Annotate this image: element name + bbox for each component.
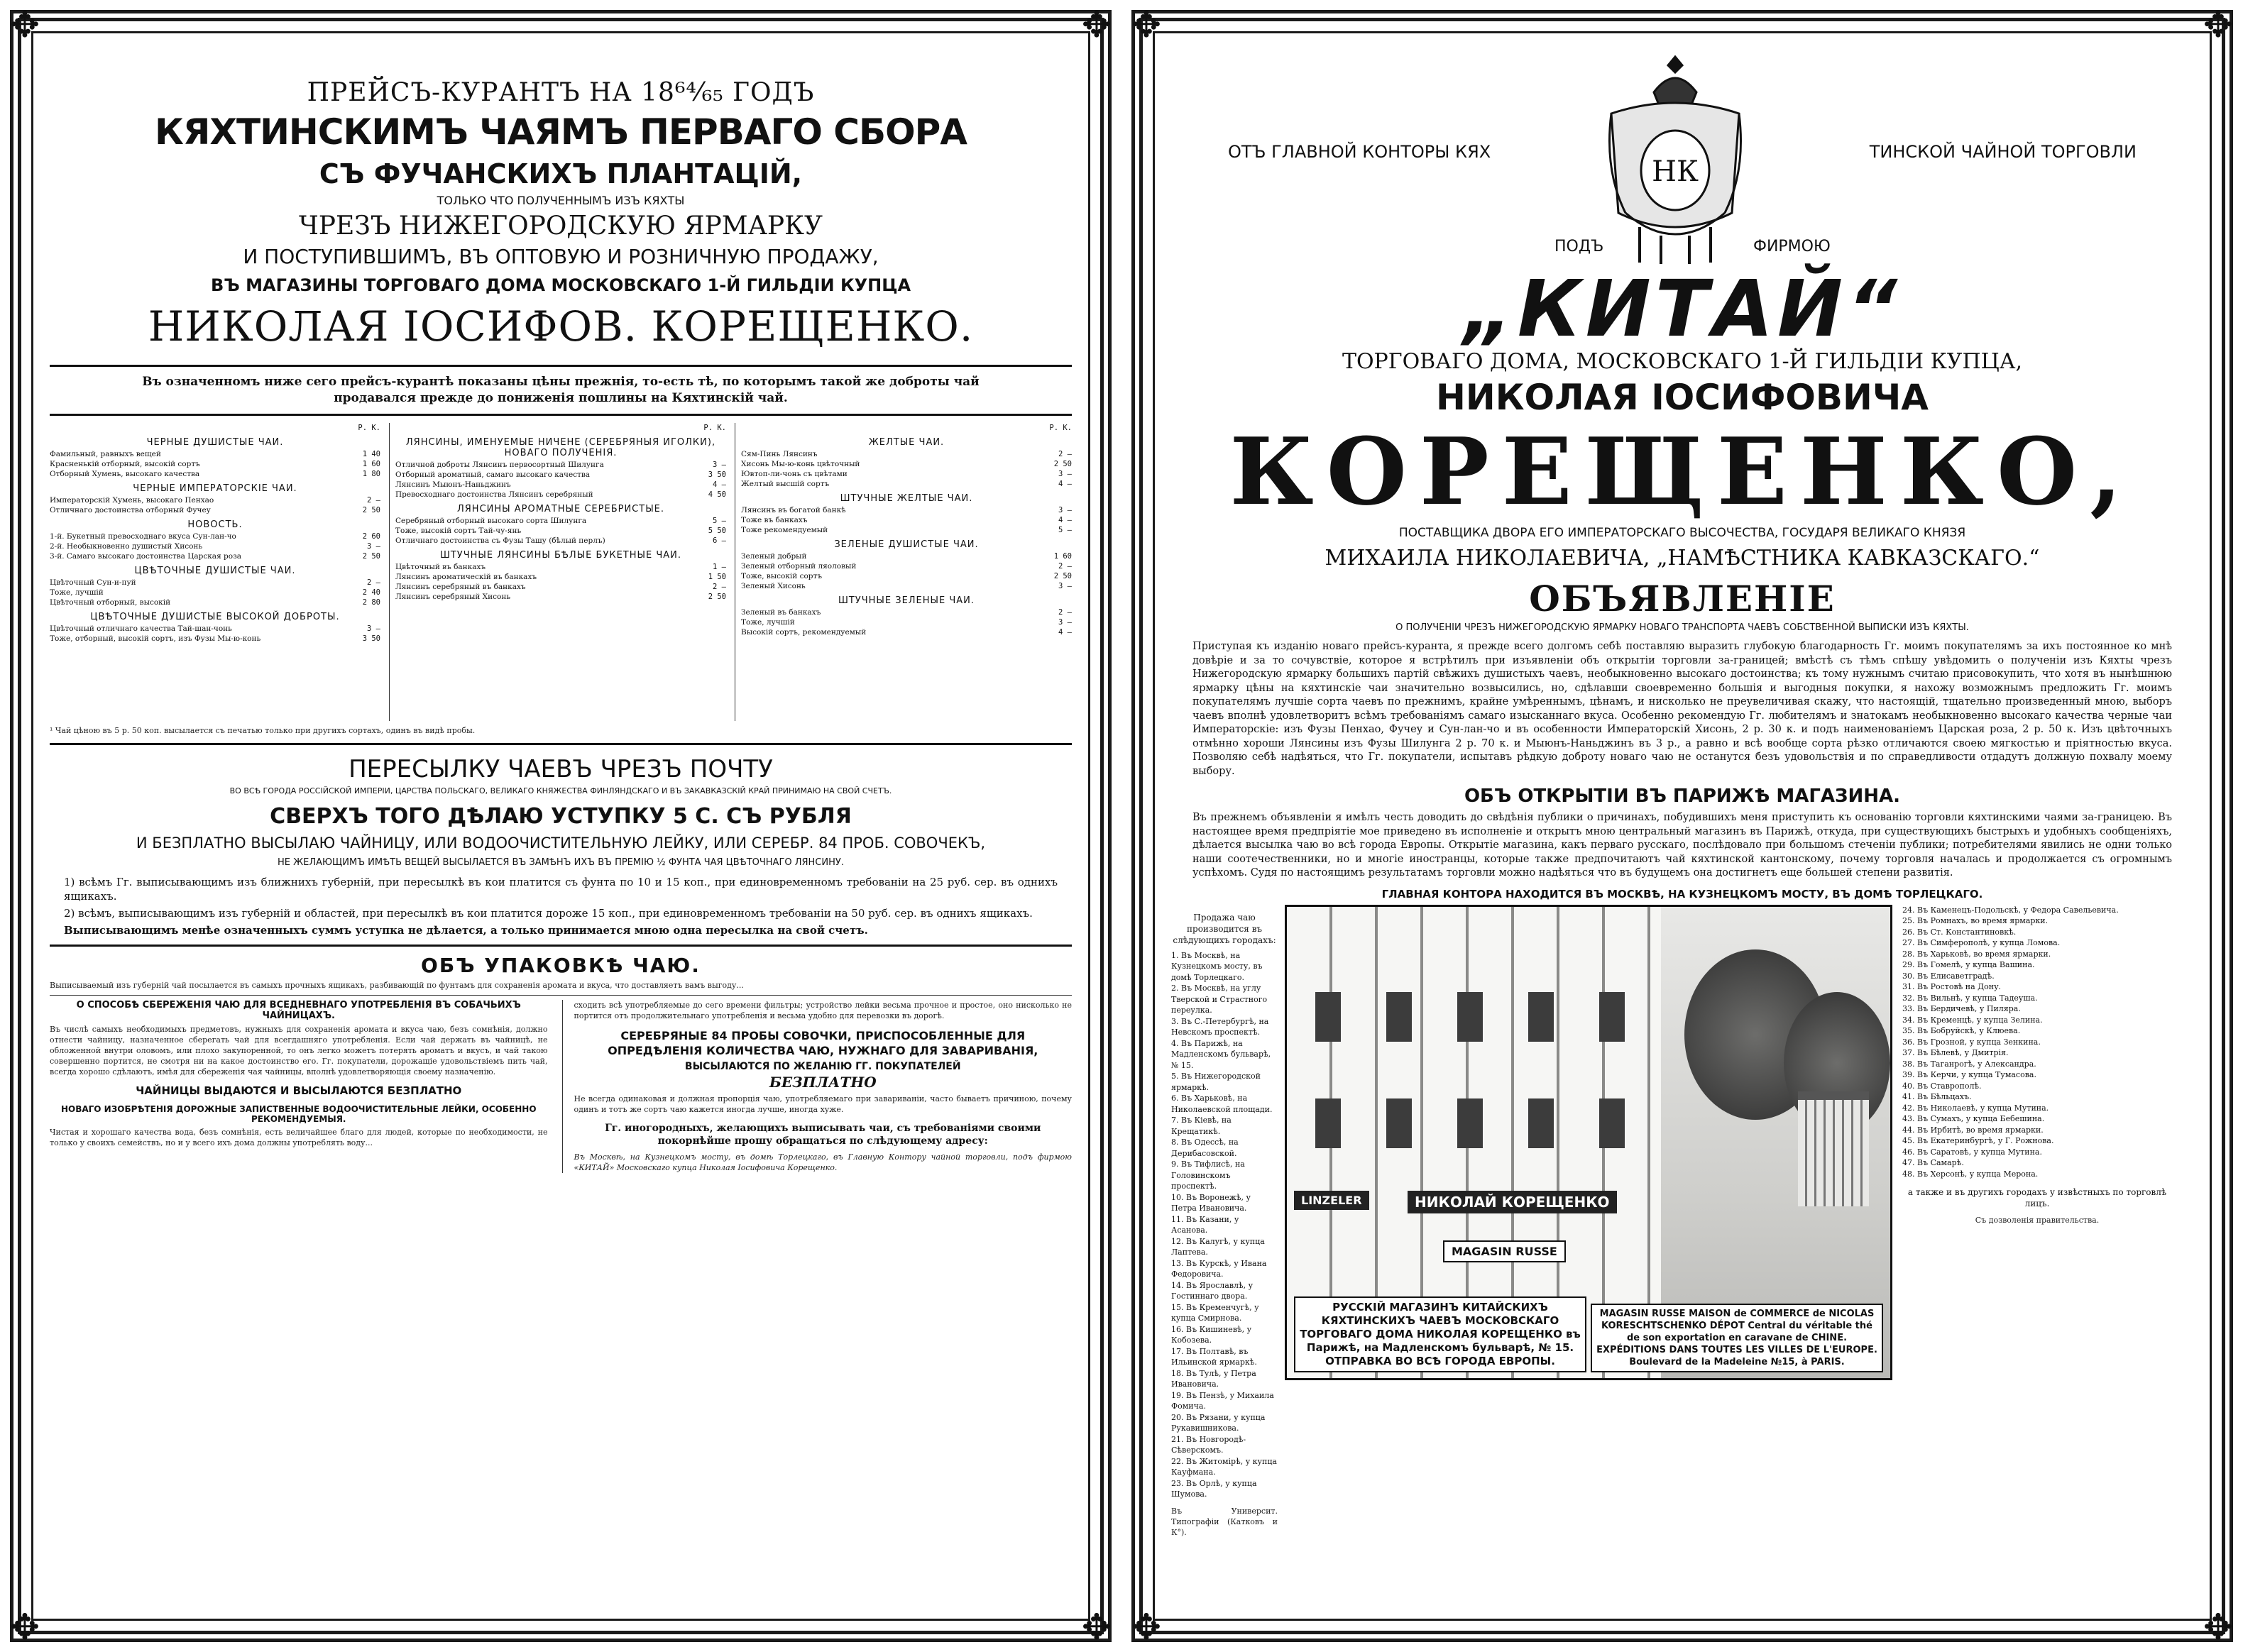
price-row bbox=[395, 460, 726, 470]
tea-name: 1-й. Букетный превосходнаго вкуса Сун-лан-чо bbox=[50, 532, 236, 541]
price-column bbox=[389, 423, 726, 721]
price-row bbox=[741, 607, 1072, 617]
tea-price: 1 50 bbox=[708, 573, 726, 581]
tea-price: 1 60 bbox=[362, 460, 380, 468]
city-list-item: 35. Въ Бобруйскѣ, у Клюева. bbox=[1902, 1026, 2021, 1035]
price-footnote: ¹ Чай цѣною въ 5 р. 50 коп. высылается съ печатью только при другихъ сортахъ, одинъ въ видѣ пробы. bbox=[50, 726, 476, 735]
price-row bbox=[741, 561, 1072, 571]
mail-title: ПЕРЕСЫЛКУ ЧАЕВЪ ЧРЕЗЪ ПОЧТУ bbox=[349, 755, 773, 783]
tea-name: Зеленый добрый bbox=[741, 552, 807, 561]
price-row bbox=[741, 551, 1072, 561]
corner-ornament-icon: ✥ bbox=[1131, 4, 1161, 45]
city-list-item: 39. Въ Керчи, у купца Тумасова. bbox=[1902, 1070, 2036, 1079]
announcement-title: ОБЪЯВЛЕНІЕ bbox=[1529, 578, 1836, 620]
silver-spoon-text: Не всегда одинаковая и должная пропорція чаю, употребляемаго при завариваніи, часто бываетъ причиною, почему одинъ и тотъ же сортъ чаю кажется иногда лучше, иногда хуже. bbox=[574, 1094, 1072, 1114]
intro-text: Въ означенномъ ниже сего прейсъ-курантѣ показаны цѣны прежнія, то-есть тѣ, по которымъ такой же доброты чай продавался прежде до пониженія пошлины на Кяхтинскій чай. bbox=[142, 375, 980, 405]
city-list-item: 28. Въ Харьковѣ, во время ярмарки. bbox=[1902, 949, 2051, 959]
cities-left bbox=[1171, 912, 1278, 1538]
engraving-caption-french: MAGASIN RUSSE MAISON de COMMERCE de NICOLAS KORESCHTSCHENKO DÉPOT Central du véritable thé de son exportation en caravane de CHINE. EXPÉDITIONS DANS TOUTES LES VILLES DE L'EUROPE. Boulevard de la Madeleine №15, à PARIS. bbox=[1591, 1304, 1883, 1372]
engraving-window bbox=[1386, 1098, 1412, 1148]
tea-price: 2 — bbox=[1058, 450, 1072, 458]
city-list-item: 6. Въ Харьковѣ, на Николаевской площади. bbox=[1171, 1094, 1273, 1114]
tea-name: Зеленый отборный ляоловый bbox=[741, 562, 857, 571]
tea-category-heading: ЖЕЛТЫЕ ЧАИ. bbox=[868, 437, 945, 448]
tea-name: Отборный Хумень, высокаго качества bbox=[50, 470, 200, 478]
price-col-label: Р. К. bbox=[1049, 424, 1072, 432]
water-can-text-cont: сходить всѣ употребляемые до сего времени фильтры; устройство лейки весьма прочное и простое, оно нисколько не портится отъ продолжительнаго употребленія и весьма удобно для перевозки въ дорогѣ. bbox=[574, 1001, 1072, 1020]
tea-price: 2 40 bbox=[362, 588, 380, 597]
order-request: Гг. иногородныхъ, желающихъ выписывать чаи, съ требованіями своими покорнѣйше прошу обращаться по слѣдующему адресу: bbox=[605, 1123, 1041, 1147]
paris-text: Въ прежнемъ объявленіи я имѣлъ честь доводить до свѣдѣнія публики о причинахъ, побудившихъ меня приступить къ основанію торговли кяхтинскими чаями за-границею. Въ настоящее время предпріятіе мое приведено въ исполненіе и открытъ мною центральный магазинъ въ Парижѣ, откуда, при существующихъ быстрыхъ и удобныхъ сообщеніяхъ, дѣлается высылка чаю во всѣ города Европы. Открытіе магазина, какъ перваго русскаго, послѣдовало при большомъ стеченіи публики; потребителями явились не одни только наши соотечественники, но и многіе иностранцы, которые также предпочитаютъ чай кяхтинской кантонскому, почему торговля началась и продолжается съ огромнымъ успѣхомъ. Судя по настоящимъ результатамъ торговли можно надѣяться что въ будущемъ она достигнетъ еще большей степени развитія. bbox=[1192, 812, 2172, 879]
city-list-item: 45. Въ Екатеринбургѣ, у Г. Рожнова. bbox=[1902, 1136, 2054, 1145]
packing-title: ОБЪ УПАКОВКѢ ЧАЮ. bbox=[421, 954, 701, 977]
mail-section bbox=[50, 755, 1072, 868]
tea-name: Хисонь Мы-ю-конь цвѣточный bbox=[741, 460, 860, 468]
right-header bbox=[1171, 50, 2193, 284]
tea-price: 2 50 bbox=[708, 593, 726, 601]
header-line6: И ПОСТУПИВШИМЪ, ВЪ ОПТОВУЮ И РОЗНИЧНУЮ ПРОДАЖУ, bbox=[243, 245, 879, 268]
tea-name: Отличнаго достоинства отборный Фучеу bbox=[50, 506, 211, 514]
right-content bbox=[1171, 50, 2193, 1602]
price-column bbox=[50, 423, 380, 721]
price-row bbox=[50, 634, 380, 644]
tea-category-heading: ЧЕРНЫЕ ИМПЕРАТОРСКІЕ ЧАИ. bbox=[133, 483, 297, 494]
tea-category-heading: ШТУЧНЫЕ ЖЕЛТЫЕ ЧАИ. bbox=[840, 493, 973, 504]
price-column bbox=[735, 423, 1072, 721]
packing-col-1 bbox=[50, 1000, 548, 1173]
col-header-spacer bbox=[395, 423, 699, 433]
tea-name: Цвѣточный отличнаго качества Тай-шан-чонь bbox=[50, 624, 232, 633]
city-list-item: 20. Въ Рязани, у купца Рукавишникова. bbox=[1171, 1412, 1266, 1433]
city-list-item: 41. Въ Бѣльцахъ. bbox=[1902, 1092, 1972, 1101]
city-list-item: 3. Въ С.-Петербургѣ, на Невскомъ проспектѣ. bbox=[1171, 1016, 1269, 1037]
engraving-window bbox=[1457, 992, 1483, 1042]
price-row bbox=[50, 532, 380, 541]
engraving-sign-linzeler: LINZELER bbox=[1294, 1191, 1369, 1210]
price-row bbox=[395, 536, 726, 546]
tea-price: 3 50 bbox=[708, 470, 726, 479]
mail-terms-2: 2) всѣмъ, выписывающимъ изъ губерній и областей, при пересылкѣ въ кои платится дороже 15 коп., при единовременномъ требованіи на 50 руб. сер. въ однихъ ящикахъ. bbox=[64, 907, 1033, 920]
tea-price: 1 80 bbox=[362, 470, 380, 478]
tea-name: 3-й. Самаго высокаго достоинства Царская роза bbox=[50, 552, 242, 561]
corner-ornament-icon: ✥ bbox=[2203, 1607, 2233, 1648]
tea-price: 3 — bbox=[367, 624, 380, 633]
city-list-item: 8. Въ Одессѣ, на Дерибасовской. bbox=[1171, 1138, 1239, 1158]
tea-name: Фамильный, равныхъ вещей bbox=[50, 450, 161, 458]
price-row bbox=[395, 526, 726, 536]
price-row bbox=[50, 598, 380, 607]
tea-name: Лянсинъ серебряный въ банкахъ bbox=[395, 583, 526, 591]
office-line-left: ОТЪ ГЛАВНОЙ КОНТОРЫ КЯХ bbox=[1228, 142, 1491, 162]
tea-category-heading: ЛЯНСИНЫ АРОМАТНЫЕ СЕРЕБРИСТЫЕ. bbox=[456, 504, 665, 514]
tea-storage-title: О СПОСОБѢ СБЕРЕЖЕНІЯ ЧАЮ ДЛЯ ВСЕДНЕВНАГО УПОТРЕБЛЕНІЯ ВЪ СОБАЧЬИХЪ ЧАЙНИЦАХЪ. bbox=[76, 1000, 521, 1021]
city-list-item: 33. Въ Бердичевѣ, у Пиляра. bbox=[1902, 1004, 2021, 1013]
tea-price: 2 60 bbox=[362, 532, 380, 541]
corner-ornament-icon: ✥ bbox=[1082, 4, 1112, 45]
city-list-item: 26. Въ Ст. Константиновкѣ. bbox=[1902, 927, 2017, 937]
cities-right-list bbox=[1902, 905, 2172, 1180]
water-can-text: Чистая и хорошаго качества вода, безъ сомнѣнія, есть величайшее благо для людей, которые по необходимости, не только у своихъ семействъ, но и у всего ихъ дома должны употреблять воду... bbox=[50, 1128, 548, 1147]
tea-name: Высокій сортъ, рекомендуемый bbox=[741, 628, 867, 637]
city-list-item: 17. Въ Полтавѣ, въ Ильинской ярмаркѣ. bbox=[1171, 1346, 1257, 1367]
engraving-window bbox=[1457, 1098, 1483, 1148]
tea-price: 3 — bbox=[367, 542, 380, 551]
price-row bbox=[395, 592, 726, 602]
tea-name: Отборный ароматный, самаго высокаго качества bbox=[395, 470, 591, 479]
tea-storage-text: Въ числѣ самыхъ необходимыхъ предметовъ, нужныхъ для сохраненія аромата и вкуса чаю, безъ сомнѣнія, должно отнести чайницу, назначенное сберегать чай для всегдашняго употребленія. Если чай держать въ чайницѣ, не обложенной внутри оловомъ, или плохо закупоренной, то онъ легко можетъ потерять ароматъ и вкусъ, и чай такою совершенно портится, не смотря ни на какое достоинство его. Гг. покупатели, дорожащіе удовольствіемъ пить чай, всегда хорошо сдѣлаютъ, имѣя для сбереженія чая чайницы, вполнѣ удовлетворяющія своему назначенію. bbox=[50, 1025, 548, 1076]
pod-label: ПОДЪ bbox=[1554, 238, 1604, 255]
city-list-item: 25. Въ Ромнахъ, во время ярмарки. bbox=[1902, 916, 2049, 925]
city-list-item: 36. Въ Грозной, у купца Зенкина. bbox=[1902, 1037, 2041, 1047]
corner-ornament-icon: ✥ bbox=[1131, 1607, 1161, 1648]
city-list-item: 42. Въ Николаевѣ, у купца Мутина. bbox=[1902, 1103, 2049, 1113]
tea-price: 3 — bbox=[1058, 618, 1072, 627]
silver-spoon-title: СЕРЕБРЯНЫЕ 84 ПРОБЫ СОВОЧКИ, ПРИСПОСОБЛЕННЫЕ ДЛЯ ОПРЕДѢЛЕНІЯ КОЛИЧЕСТВА ЧАЮ, НУЖНАГО ДЛЯ ЗАВАРИВАНІЯ, bbox=[608, 1029, 1038, 1057]
tea-name: Зеленый въ банкахъ bbox=[741, 608, 821, 617]
tea-price: 5 50 bbox=[708, 527, 726, 535]
cities-right bbox=[1902, 905, 2172, 1226]
engraving-window bbox=[1315, 1098, 1341, 1148]
header-line1: ПРЕЙСЪ-КУРАНТЪ НА 18⁶⁴⁄₆₅ ГОДЪ bbox=[307, 78, 815, 107]
corner-ornament-icon: ✥ bbox=[1082, 1607, 1112, 1648]
packing-intro: Выписываемый изъ губерній чай посылается въ самыхъ прочныхъ ящикахъ, разбивающій по фунтамъ для сохраненія аромата и вкуса, что доставляетъ вамъ выгоду... bbox=[50, 981, 744, 990]
tea-price: 4 — bbox=[713, 480, 726, 489]
city-list-item: 43. Въ Сумахъ, у купца Бебешина. bbox=[1902, 1114, 2045, 1123]
water-can-title: НОВАГО ИЗОБРѢТЕНІЯ ДОРОЖНЫЕ ЗАПИСТВЕННЫЕ ВОДООЧИСТИТЕЛЬНЫЕ ЛЕЙКИ, ОСОБЕННО РЕКОМЕНДУЕМЫЯ. bbox=[60, 1104, 537, 1124]
tea-price: 2 50 bbox=[1053, 572, 1072, 580]
engraving-window bbox=[1599, 992, 1625, 1042]
header-line3: СЪ ФУЧАНСКИХЪ ПЛАНТАЦІЙ, bbox=[319, 158, 803, 189]
city-list-item: 10. Въ Воронежѣ, у Петра Ивановича. bbox=[1171, 1192, 1251, 1213]
city-list-item: 21. Въ Новгородѣ-Сѣверскомъ. bbox=[1171, 1434, 1246, 1455]
tea-price: 1 60 bbox=[1053, 552, 1072, 561]
tea-price: 3 — bbox=[1058, 470, 1072, 478]
city-list-item: 18. Въ Тулѣ, у Петра Ивановича. bbox=[1171, 1368, 1256, 1389]
price-row bbox=[50, 551, 380, 561]
tea-name: Тоже, лучшій bbox=[50, 588, 104, 597]
price-row bbox=[741, 617, 1072, 627]
mail-sub: ВО ВСѢ ГОРОДА РОССІЙСКОЙ ИМПЕРІИ, ЦАРСТВА ПОЛЬСКАГО, ВЕЛИКАГО КНЯЖЕСТВА ФИНЛЯНДСКАГО И ВЪ ЗАКАВКАЗСКІЙ КРАЙ ПРИНИМАЮ НА СВОЙ СЧЕТЪ. bbox=[229, 786, 892, 795]
price-row bbox=[395, 516, 726, 526]
tea-name: Отличной доброты Лянсинъ первосортный Шилунга bbox=[395, 461, 604, 469]
price-col-label: Р. К. bbox=[703, 424, 726, 432]
coat-of-arms-icon bbox=[1597, 50, 1753, 277]
engraving-window bbox=[1315, 992, 1341, 1042]
trading-house: ТОРГОВАГО ДОМА, МОСКОВСКАГО 1-Й ГИЛЬДІИ КУПЦА, bbox=[1342, 349, 2023, 374]
price-row bbox=[50, 624, 380, 634]
price-row bbox=[395, 490, 726, 500]
tea-name: Превосходнаго достоинства Лянсинъ серебряный bbox=[395, 490, 593, 499]
tea-category-heading: ЛЯНСИНЫ, ИМЕНУЕМЫЕ НИЧЕНЕ (СЕРЕБРЯНЫЯ ИГОЛКИ), НОВАГО ПОЛУЧЕНІЯ. bbox=[405, 437, 716, 458]
price-row bbox=[50, 495, 380, 505]
city-list-item: 34. Въ Кременцѣ, у купца Зелина. bbox=[1902, 1015, 2043, 1025]
city-list-item: 40. Въ Ставрополѣ. bbox=[1902, 1081, 1982, 1091]
price-row bbox=[741, 581, 1072, 591]
price-row bbox=[741, 571, 1072, 581]
tea-name: Тоже, высокій сортъ bbox=[741, 572, 823, 580]
merchant-first-name: НИКОЛАЯ ІОСИФОВИЧА bbox=[1436, 377, 1929, 418]
tea-name: Лянсинъ Мыюнъ-Наньджинъ bbox=[395, 480, 511, 489]
tea-name: Цвѣточный Сун-и-пуй bbox=[50, 578, 136, 587]
tea-price: 2 — bbox=[713, 583, 726, 591]
tea-price: 1 — bbox=[713, 563, 726, 571]
price-row bbox=[395, 572, 726, 582]
tea-name: Лянсинъ серебряный Хисонь bbox=[395, 593, 511, 601]
price-table bbox=[50, 423, 1072, 721]
tea-price: 4 — bbox=[1058, 480, 1072, 488]
corner-ornament-icon: ✥ bbox=[10, 4, 40, 45]
premium-note: НЕ ЖЕЛАЮЩИМЪ ИМѢТЬ ВЕЩЕЙ ВЫСЫЛАЕТСЯ ВЪ ЗАМѢНЪ ИХЪ ВЪ ПРЕМІЮ ½ ФУНТА ЧАЯ ЦВѢТОЧНАГО ЛЯНСИНУ. bbox=[278, 857, 844, 868]
price-row bbox=[741, 505, 1072, 515]
announcement-sub: О ПОЛУЧЕНІИ ЧРЕЗЪ НИЖЕГОРОДСКУЮ ЯРМАРКУ НОВАГО ТРАНСПОРТА ЧАЕВЪ СОБСТВЕННОЙ ВЫПИСКИ ИЗЪ КЯХТЫ. bbox=[1395, 622, 1969, 633]
price-row bbox=[50, 578, 380, 588]
city-list-item: 30. Въ Елисаветградѣ. bbox=[1902, 971, 1995, 981]
tea-price: 2 50 bbox=[362, 552, 380, 561]
tea-name: Лянсинъ ароматическій въ банкахъ bbox=[395, 573, 537, 581]
city-list-item: 14. Въ Ярославлѣ, у Гостиннаго двора. bbox=[1171, 1280, 1254, 1301]
grand-duke-line: МИХАИЛА НИКОЛАЕВИЧА, „НАМѢСТНИКА КАВКАЗСКАГО.“ bbox=[1325, 546, 2040, 571]
price-row bbox=[741, 449, 1072, 459]
price-row bbox=[741, 525, 1072, 535]
header-line5: ЧРЕЗЪ НИЖЕГОРОДСКУЮ ЯРМАРКУ bbox=[298, 211, 823, 241]
city-list-item: 29. Въ Гомелѣ, у купца Вашина. bbox=[1902, 960, 2035, 969]
engraving-window bbox=[1599, 1098, 1625, 1148]
city-list-item: 9. Въ Тифлисѣ, на Головинскомъ проспектѣ. bbox=[1171, 1160, 1245, 1191]
price-row bbox=[50, 449, 380, 459]
cities-foot: а также и въ другихъ городахъ у извѣстныхъ по торговлѣ лицъ. bbox=[1907, 1187, 2167, 1208]
engraving-window bbox=[1528, 1098, 1554, 1148]
firm-name: „КИТАЙ“ bbox=[1463, 263, 1902, 354]
main-office-line: ГЛАВНАЯ КОНТОРА НАХОДИТСЯ ВЪ МОСКВѢ, НА КУЗНЕЦКОМЪ МОСТУ, ВЪ ДОМѢ ТОРЛЕЦКАГО. bbox=[1381, 887, 1983, 901]
packing-col-2 bbox=[562, 1000, 1073, 1173]
header-line7: ВЪ МАГАЗИНЫ ТОРГОВАГО ДОМА МОСКОВСКАГО 1-Й ГИЛЬДІИ КУПЦА bbox=[210, 275, 911, 295]
silver-spoon-sub: ВЫСЫЛАЮТСЯ ПО ЖЕЛАНІЮ ГГ. ПОКУПАТЕЛЕЙ bbox=[684, 1061, 961, 1072]
city-list-item: 32. Въ Вильнѣ, у купца Тадеуша. bbox=[1902, 993, 2038, 1003]
cities-left-list bbox=[1171, 950, 1278, 1500]
price-row bbox=[395, 562, 726, 572]
tea-category-heading: ЦВѢТОЧНЫЕ ДУШИСТЫЕ ВЫСОКОЙ ДОБРОТЫ. bbox=[90, 612, 340, 622]
right-sheet bbox=[1122, 0, 2243, 1652]
price-row bbox=[395, 470, 726, 480]
tea-price: 3 — bbox=[1058, 582, 1072, 590]
tea-category-heading: ЧЕРНЫЕ ДУШИСТЫЕ ЧАИ. bbox=[146, 437, 284, 448]
tea-caddy-free-title: ЧАЙНИЦЫ ВЫДАЮТСЯ И ВЫСЫЛАЮТСЯ БЕЗПЛАТНО bbox=[136, 1084, 462, 1097]
tea-price: 6 — bbox=[713, 536, 726, 545]
paris-shop-engraving bbox=[1285, 905, 1892, 1380]
city-list-item: 16. Въ Кишиневѣ, у Кобозева. bbox=[1171, 1324, 1252, 1345]
tea-name: Тоже рекомендуемый bbox=[741, 526, 828, 534]
price-row bbox=[50, 588, 380, 598]
tea-category-heading: ЦВѢТОЧНЫЕ ДУШИСТЫЕ ЧАИ. bbox=[134, 566, 296, 576]
price-list-header bbox=[50, 78, 1072, 351]
tea-name: Императорскій Хумень, высокаго Пенхао bbox=[50, 496, 214, 505]
tea-name: Красненькій отборный, высокій сортъ bbox=[50, 460, 200, 468]
price-column-header bbox=[395, 423, 726, 433]
city-list-item: 44. Въ Ирбитѣ, во время ярмарки. bbox=[1902, 1125, 2044, 1135]
teapot-line: И БЕЗПЛАТНО ВЫСЫЛАЮ ЧАЙНИЦУ, ИЛИ ВОДООЧИСТИТЕЛЬНУЮ ЛЕЙКУ, ИЛИ СЕРЕБР. 84 ПРОБ. СОВОЧЕКЪ, bbox=[136, 835, 986, 852]
price-column-header bbox=[50, 423, 380, 433]
price-row bbox=[741, 469, 1072, 479]
col-header-spacer bbox=[741, 423, 1045, 433]
printer-line: Въ Университ. Типографіи (Катковъ и К°). bbox=[1171, 1506, 1278, 1537]
tea-name: Сям-Пинь Лянсинъ bbox=[741, 450, 818, 458]
city-list-item: 47. Въ Самарѣ. bbox=[1902, 1158, 1964, 1167]
order-address: Въ Москвѣ, на Кузнецкомъ мосту, въ домѣ Торлецкаго, въ Главную Контору чайной торговли, подъ фирмою «КИТАЙ» Московскаго купца Николая Іосифовича Корещенко. bbox=[574, 1152, 1072, 1172]
tea-category-heading: ШТУЧНЫЕ ЗЕЛЕНЫЕ ЧАИ. bbox=[838, 595, 975, 606]
paris-title: ОБЪ ОТКРЫТІИ ВЪ ПАРИЖѢ МАГАЗИНА. bbox=[1464, 786, 1901, 807]
office-line-right: ТИНСКОЙ ЧАЙНОЙ ТОРГОВЛИ bbox=[1869, 142, 2137, 162]
tea-price: 4 — bbox=[1058, 516, 1072, 524]
tea-name: Ювтоп-ли-чонь съ цвѣтами bbox=[741, 470, 848, 478]
purveyor-line: ПОСТАВЩИКА ДВОРА ЕГО ИМПЕРАТОРСКАГО ВЫСОЧЕСТВА, ГОСУДАРЯ ВЕЛИКАГО КНЯЗЯ bbox=[1398, 526, 1966, 540]
tea-name: Цвѣточный въ банкахъ bbox=[395, 563, 486, 571]
city-list-item: 19. Въ Пензѣ, у Михаила Фомича. bbox=[1171, 1390, 1274, 1411]
price-row bbox=[50, 505, 380, 515]
engraving-caption-russian: РУССКІЙ МАГАЗИНЪ КИТАЙСКИХЪ КЯХТИНСКИХЪ ЧАЕВЪ МОСКОВСКАГО ТОРГОВАГО ДОМА НИКОЛАЯ КОРЕЩЕНКО въ Парижѣ, на Мадленскомъ бульварѣ, № 15. ОТПРАВКА ВО ВСѢ ГОРОДА ЕВРОПЫ. bbox=[1294, 1296, 1586, 1372]
tea-price: 4 50 bbox=[708, 490, 726, 499]
merchant-surname: КОРЕЩЕНКО, bbox=[1229, 417, 2135, 526]
price-row bbox=[741, 479, 1072, 489]
tea-name: Зеленый Хисонь bbox=[741, 582, 806, 590]
engraving-window bbox=[1528, 992, 1554, 1042]
tea-price: 2 — bbox=[1058, 608, 1072, 617]
corner-ornament-icon: ✥ bbox=[2203, 4, 2233, 45]
price-col-label: Р. К. bbox=[358, 424, 380, 432]
city-list-item: 1. Въ Москвѣ, на Кузнецкомъ мосту, въ домѣ Торлецкаго. bbox=[1171, 950, 1263, 982]
col-header-spacer bbox=[50, 423, 353, 433]
city-list-item: 12. Въ Калугѣ, у купца Лаптева. bbox=[1171, 1236, 1265, 1257]
firm-block bbox=[1171, 263, 2193, 633]
city-list-item: 5. Въ Нижегородской ярмаркѣ. bbox=[1171, 1072, 1261, 1092]
packing-columns bbox=[50, 1000, 1072, 1173]
city-list-item: 31. Въ Ростовѣ на Дону. bbox=[1902, 982, 2002, 991]
corner-ornament-icon: ✥ bbox=[10, 1607, 40, 1648]
discount-line: СВЕРХЪ ТОГО ДѢЛАЮ УСТУПКУ 5 С. СЪ РУБЛЯ bbox=[270, 804, 852, 829]
tea-price: 2 50 bbox=[362, 506, 380, 514]
tea-price: 4 — bbox=[1058, 628, 1072, 637]
announcement-text: Приступая къ изданію новаго прейсъ-куранта, я прежде всего долгомъ себѣ поставляю выразить глубокую благодарность Гг. моимъ покупателямъ за ихъ постоянное ко мнѣ довѣріе и за то сочувствіе, которое я встрѣтилъ при изъявленіи объ открытіи торговли за-границей; вмѣстѣ съ тѣмъ спѣшу увѣдомить о полученіи изъ Кяхты чрезъ Нижегородскую ярмарку большихъ партій свѣжихъ душистыхъ чаевъ, необыкновенно высокаго достоинства; къ тому нужнымъ считаю присовокупить, что хотя въ нынѣшнюю ярмарку цѣны на кяхтинскіе чаи значительно возвысились, но, сдѣлавши своевременно большія и выгодныя покупки, я нахожу возможнымъ предложить Гг. моимъ покупателямъ лучшіе сорта чаевъ по прежнимъ, крайне умѣреннымъ, цѣнамъ, и нисколько не преувеличивая скажу, что настоящій, тщательно произведенный мною, выборъ чаевъ вполнѣ удовлетворитъ всѣмъ требованіямъ самаго изысканнаго вкуса. Особенно рекомендую Гг. любителямъ и знатокамъ необыкновенно высокаго качества черные чаи Императорскіе: изъ Фузы Пенхао, Фучеу и Сун-лан-чо и въ особенности Императорскій Хисонь, 2 р. 30 к. и подъ наименованіемъ Царская роза, 2 р. 50 к. Изъ цвѣточныхъ отмѣнно хороши Лянсины изъ Фузы Шилунга 2 р. 70 к. и Мыюнъ-Наньджинъ въ 3 р., а равно и всѣ вообще сорта рѣзко отличаются своею мягкостью и пріятностью вкуса. Позволяю себѣ надѣяться, что Гг. покупатели, испытавъ рѣдкую доброту новаго чаю не останутся безъ удовольствія и по справедливости отдадутъ должную похвалу моему выбору. bbox=[1192, 641, 2172, 777]
price-row bbox=[741, 515, 1072, 525]
price-row bbox=[50, 541, 380, 551]
tea-price: 3 50 bbox=[362, 634, 380, 643]
mail-terms-1: 1) всѣмъ Гг. выписывающимъ изъ ближнихъ губерній, при пересылкѣ въ кои платится съ фунта по 10 и 15 коп., при единовременномъ требованіи на 25 руб. сер. въ однихъ ящикахъ. bbox=[64, 876, 1058, 903]
tea-price: 2 50 bbox=[1053, 460, 1072, 468]
price-row bbox=[50, 469, 380, 479]
tea-name: Тоже, отборный, высокій сортъ, изъ Фузы Мы-ю-конь bbox=[50, 634, 261, 643]
tea-name: Тоже, высокій сортъ Тай-чу-янь bbox=[395, 527, 522, 535]
price-column-header bbox=[741, 423, 1072, 433]
city-list-item: 48. Въ Херсонѣ, у купца Мерона. bbox=[1902, 1169, 2039, 1179]
tea-name: 2-й. Необыкновенно душистый Хисонь bbox=[50, 542, 203, 551]
tea-price: 2 — bbox=[367, 578, 380, 587]
engraving-madeleine bbox=[1798, 1091, 1869, 1206]
sale-heading: Продажа чаю производится въ слѣдующихъ городахъ: bbox=[1173, 912, 1276, 945]
tea-price: 3 — bbox=[1058, 506, 1072, 514]
tea-price: 3 — bbox=[713, 461, 726, 469]
tea-name: Отличнаго достоинства съ Фузы Ташу (бѣлый перлъ) bbox=[395, 536, 605, 545]
free-of-charge: БЕЗПЛАТНО bbox=[769, 1074, 877, 1091]
city-list-item: 2. Въ Москвѣ, на углу Тверской и Страстного переулка. bbox=[1171, 984, 1268, 1015]
price-row bbox=[741, 459, 1072, 469]
city-list-item: 22. Въ Житомірѣ, у купца Кауфмана. bbox=[1171, 1456, 1277, 1477]
city-list-item: 23. Въ Орлѣ, у купца Шумова. bbox=[1171, 1478, 1257, 1499]
engraving-window bbox=[1386, 992, 1412, 1042]
tea-price: 2 — bbox=[1058, 562, 1072, 571]
tea-category-heading: ШТУЧНЫЕ ЛЯНСИНЫ БѢЛЫЕ БУКЕТНЫЕ ЧАИ. bbox=[439, 550, 682, 561]
city-list-item: 24. Въ Каменецъ-Подольскѣ, у Федора Савельевича. bbox=[1902, 905, 2119, 915]
firmoyu-label: ФИРМОЮ bbox=[1753, 238, 1831, 255]
tea-name: Цвѣточный отборный, высокій bbox=[50, 598, 171, 607]
tea-price: 2 — bbox=[367, 496, 380, 505]
tea-name: Желтый высшій сортъ bbox=[741, 480, 830, 488]
tea-price: 1 40 bbox=[362, 450, 380, 458]
tea-price: 5 — bbox=[1058, 526, 1072, 534]
price-row bbox=[50, 459, 380, 469]
left-content bbox=[50, 50, 1072, 1602]
header-line4: ТОЛЬКО ЧТО ПОЛУЧЕННЫМЪ ИЗЪ КЯХТЫ bbox=[437, 194, 685, 207]
tea-name: Тоже въ банкахъ bbox=[741, 516, 808, 524]
tea-name: Лянсинъ въ богатой банкѣ bbox=[741, 506, 846, 514]
header-line2: КЯХТИНСКИМЪ ЧАЯМЪ ПЕРВАГО СБОРА bbox=[155, 111, 967, 153]
city-list-item: 11. Въ Казани, у Асанова. bbox=[1171, 1214, 1239, 1235]
price-row bbox=[741, 627, 1072, 637]
merchant-name: НИКОЛАЯ ІОСИФОВ. КОРЕЩЕНКО. bbox=[148, 302, 974, 351]
mail-terms-3: Выписывающимъ менѣе означенныхъ суммъ уступка не дѣлается, а только принимается мною одна пересылка на свой счетъ. bbox=[64, 924, 868, 937]
city-list-item: 4. Въ Парижѣ, на Мадленскомъ бульварѣ, № 15. bbox=[1171, 1038, 1271, 1070]
price-row bbox=[395, 480, 726, 490]
tea-name: Тоже, лучшій bbox=[741, 618, 795, 627]
permission-line: Съ дозволенія правительства. bbox=[1975, 1216, 2100, 1225]
city-list-item: 46. Въ Саратовѣ, у купца Мутина. bbox=[1902, 1147, 2042, 1157]
bottom-area bbox=[1171, 905, 2193, 1537]
tea-name: Серебряный отборный высокаго сорта Шилунга bbox=[395, 517, 587, 525]
city-list-item: 38. Въ Таганрогѣ, у Александра. bbox=[1902, 1059, 2036, 1069]
tea-price: 2 80 bbox=[362, 598, 380, 607]
tea-category-heading: НОВОСТЬ. bbox=[187, 519, 243, 530]
price-row bbox=[395, 582, 726, 592]
city-list-item: 37. Въ Бѣлевѣ, у Дмитрія. bbox=[1902, 1048, 2009, 1057]
engraving-sign-shop: НИКОЛАЙ КОРЕЩЕНКО bbox=[1408, 1191, 1617, 1213]
city-list-item: 13. Въ Курскѣ, у Ивана Федоровича. bbox=[1171, 1258, 1267, 1279]
tea-price: 5 — bbox=[713, 517, 726, 525]
city-list-item: 15. Въ Кременчугѣ, у купца Смирнова. bbox=[1171, 1302, 1259, 1323]
svg-text:НК: НК bbox=[1652, 155, 1699, 188]
tea-category-heading: ЗЕЛЕНЫЕ ДУШИСТЫЕ ЧАИ. bbox=[834, 539, 979, 550]
city-list-item: 7. Въ Кіевѣ, на Крещатикѣ. bbox=[1171, 1116, 1232, 1136]
engraving-sign-magasin: MAGASIN RUSSE bbox=[1443, 1240, 1566, 1262]
city-list-item: 27. Въ Симферополѣ, у купца Ломова. bbox=[1902, 938, 2061, 947]
